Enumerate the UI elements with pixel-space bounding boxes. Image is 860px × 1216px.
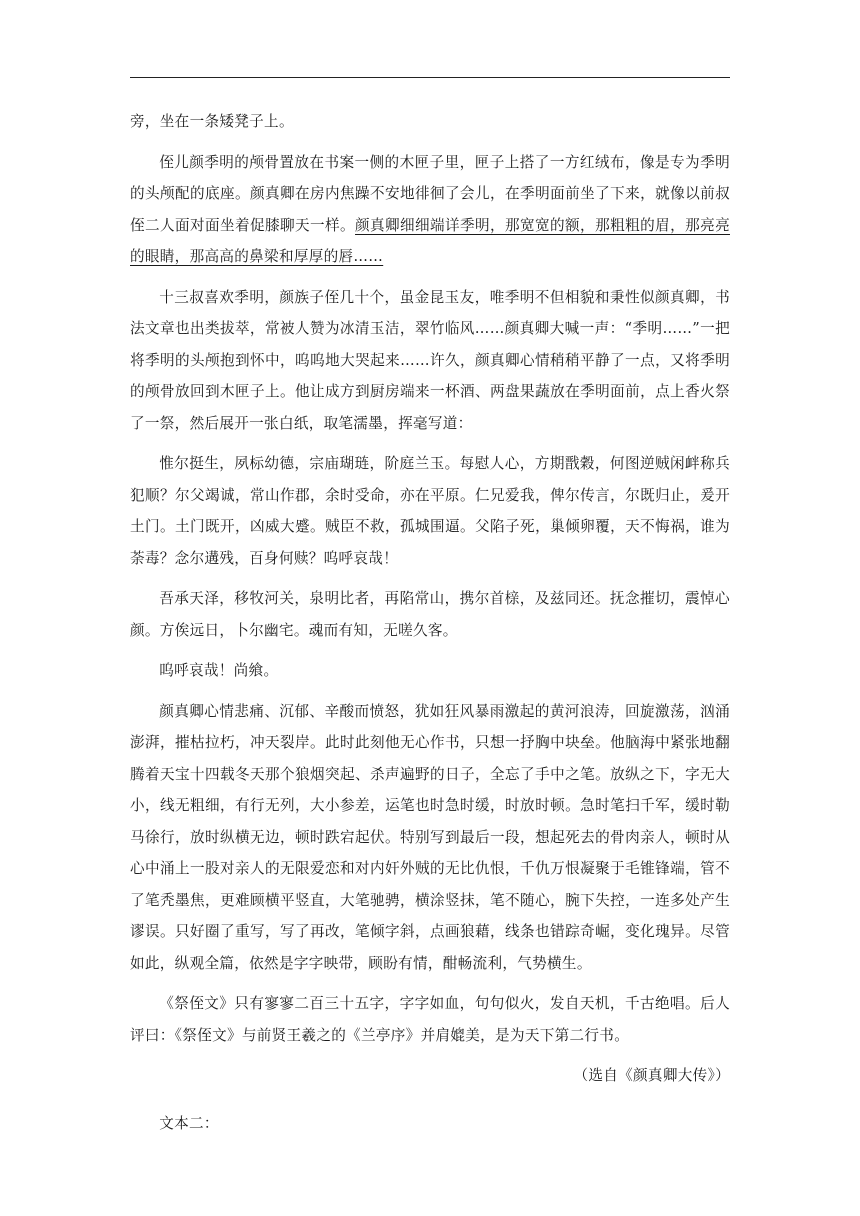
underlined-passage: 颜真卿细细端详季明，那宽宽的额，那粗粗的眉，那亮亮的眼睛，那高高的鼻梁和厚厚的唇…… — [130, 216, 730, 265]
header-rule — [130, 77, 730, 78]
elegy-paragraph-2: 吾承天泽，移牧河关，泉明比者，再陷常山，携尔首榇，及兹同还。抚念摧切，震悼心颜。方俟远日，卜尔幽宅。魂而有知，无嗟久客。 — [130, 590, 730, 639]
source-citation: （选自《颜真卿大传》） — [573, 1067, 730, 1084]
text-two-heading: 文本二： — [159, 1114, 219, 1132]
paragraph-3: 十三叔喜欢季明，颜族子侄几十个，虽金昆玉友，唯季明不但相貌和秉性似颜真卿，书法文章也出类拔萃，常被人赞为冰清玉洁，翠竹临风……颜真卿大喊一声：“季明……”一把将季明的头颅抱到怀中，呜呜地大哭起来……许久，颜真卿心情稍稍平静了一点，又将季明的颅骨放回到木匣子上。他让成方到厨房端来一杯酒、两盘果蔬放在季明面前，点上香火祭了一祭，然后展开一张白纸，取笔濡墨，挥毫写道： — [130, 288, 730, 432]
document-page — [130, 0, 730, 1216]
paragraph-7: 颜真卿心情悲痛、沉郁、辛酸而愤怒，犹如狂风暴雨激起的黄河浪涛，回旋激荡，汹涌澎湃，摧枯拉朽，冲天裂岸。此时此刻他无心作书，只想一抒胸中块垒。他脑海中紧张地翻腾着天宝十四载冬天那个狼烟突起、杀声遍野的日子，全忘了手中之笔。放纵之下，字无大小，线无粗细，有行无列，大小参差，运笔也时急时缓，时放时顿。急时笔扫千军，缓时勒马徐行，放时纵横无边，顿时跌宕起伏。特别写到最后一段，想起死去的骨肉亲人，顿时从心中涌上一股对亲人的无限爱恋和对内奸外贼的无比仇恨，千仇万恨凝聚于毛锥锋端，管不了笔秃墨焦，更难顾横平竖直，大笔驰骋，横涂竖抹，笔不随心，腕下失控，一连多处产生谬误。只好圈了重写，写了再改，笔倾字斜，点画狼藉，线条也错踪奇崛，变化瑰异。尽管如此，纵观全篇，依然是字字映带，顾盼有情，酣畅流利，气势横生。 — [130, 702, 730, 972]
paragraph-1: 旁，坐在一条矮凳子上。 — [130, 113, 294, 130]
paragraph-2-text: 侄儿颜季明的颅骨置放在书案一侧的木匣子里，匣子上搭了一方红绒布，像是专为季明的头颅配的底座。颜真卿在房内焦躁不安地徘徊了会儿，在季明面前坐了下来，就像以前叔侄二人面对面坐着促膝聊天一样。 — [130, 153, 730, 234]
paragraph-2 — [130, 147, 730, 273]
elegy-closing: 呜呼哀哉！尚飨。 — [159, 662, 279, 679]
article-body — [130, 106, 730, 1148]
paragraph-8: 《祭侄文》只有寥寥二百三十五字，字字如血，句句似火，发自天机，千古绝唱。后人评曰：《祭侄文》与前贤王羲之的《兰亭序》并肩媲美，是为天下第二行书。 — [130, 995, 730, 1044]
elegy-paragraph-1: 惟尔挺生，夙标幼德，宗庙瑚琏，阶庭兰玉。每慰人心，方期戬穀，何图逆贼闲衅称兵犯顺？尔父竭诚，常山作郡，余时受命，亦在平原。仁兄爱我，俾尔传言，尔既归止，爰开土门。土门既开，凶威大蹙。贼臣不救，孤城围逼。父陷子死，巢倾卵覆，天不悔祸，谁为荼毒？念尔遘残，百身何赎？呜呼哀哉！ — [130, 455, 730, 567]
